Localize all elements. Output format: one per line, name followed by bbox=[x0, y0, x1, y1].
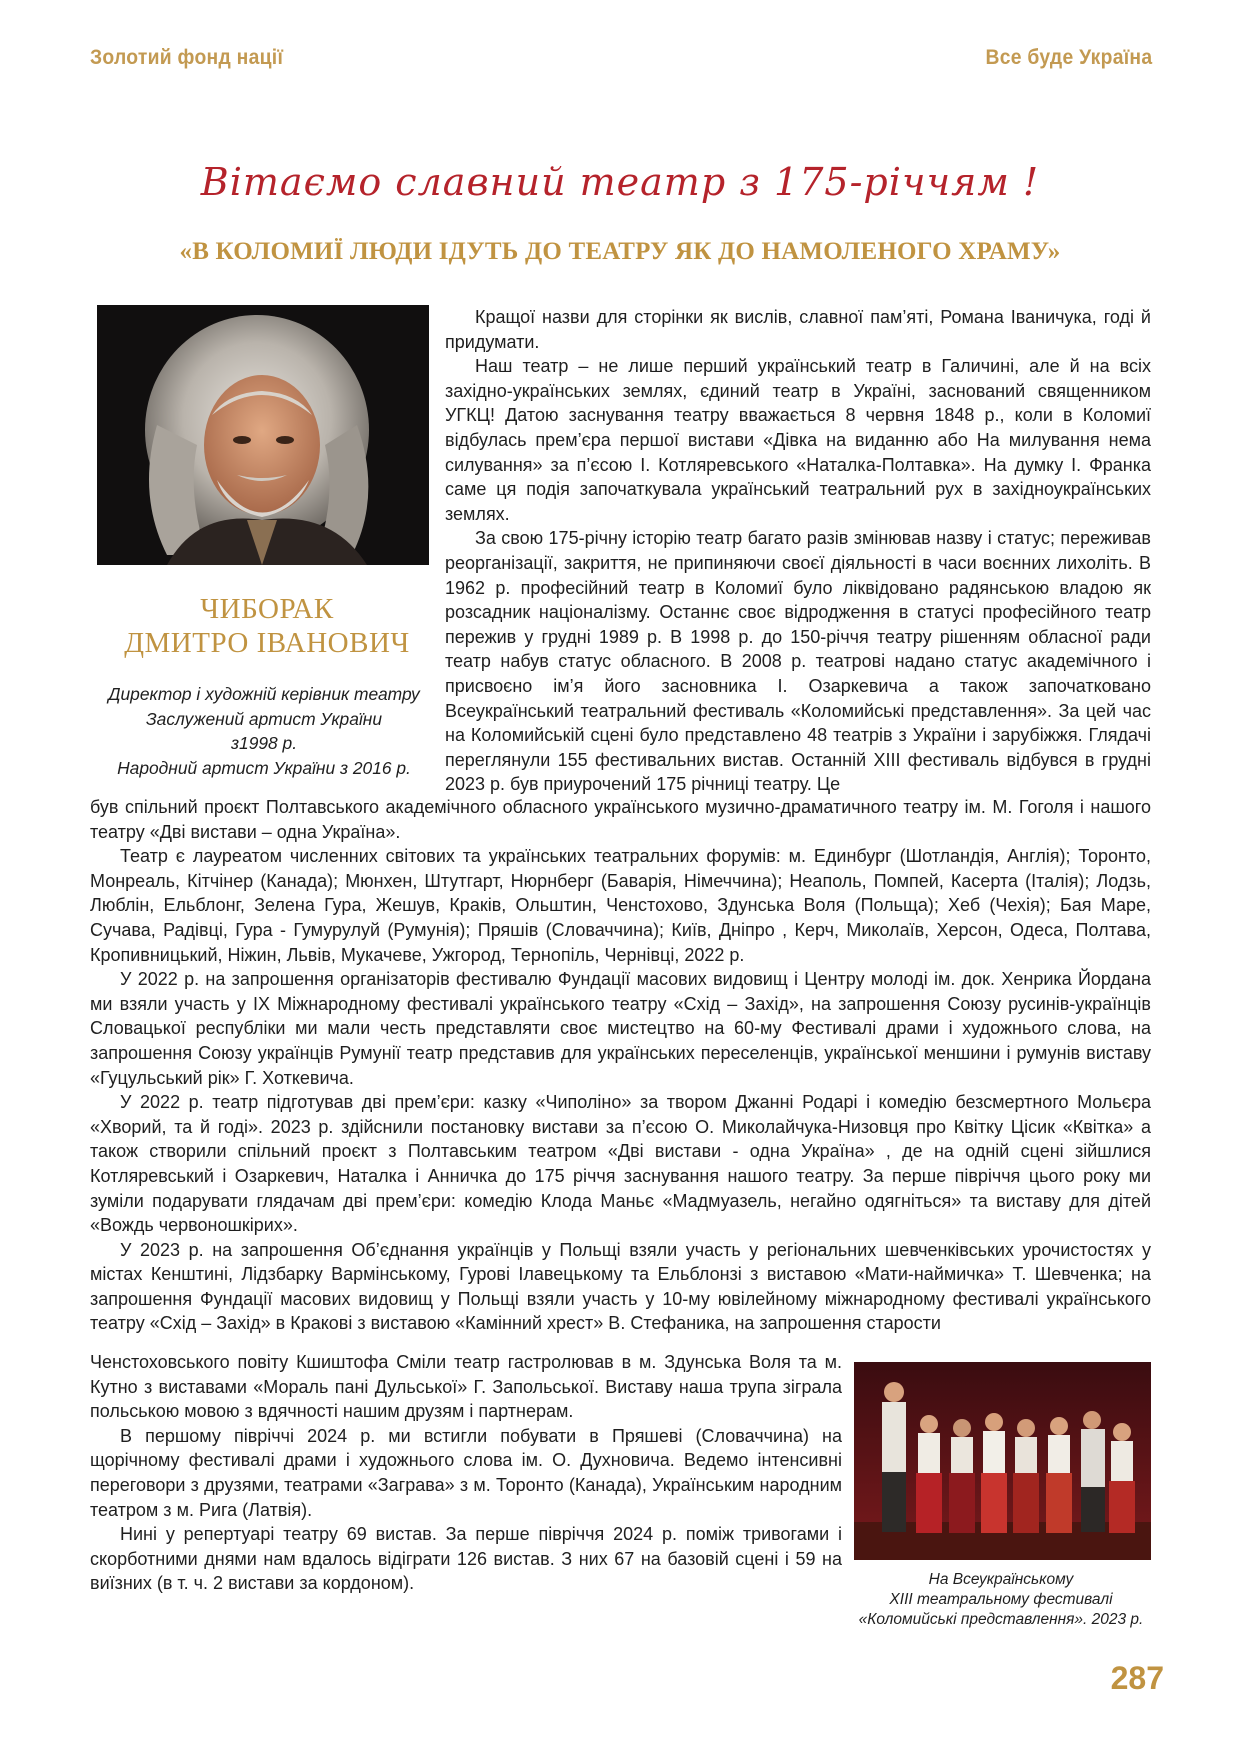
article-column-top bbox=[445, 305, 1151, 797]
running-header-left: Золотий фонд нації bbox=[90, 46, 284, 69]
article-full-width bbox=[90, 795, 1151, 1336]
stage-illustration bbox=[854, 1362, 1151, 1560]
photo-caption bbox=[840, 1570, 1162, 1630]
caption-line: ХІІІ театральному фестивалі bbox=[889, 1591, 1113, 1608]
article-paragraph: Нині у репертуарі театру 69 вистав. За перше півріччя 2024 р. поміж тривогами і скорботними днями нам вдалось відіграти 126 вистав. З них 67 на базовій сцені і 59 на виїзних (в т. ч. 2 вистави за кордоном). bbox=[90, 1524, 842, 1594]
caption-line: «Коломийські представлення». 2023 р. bbox=[858, 1611, 1144, 1628]
person-name bbox=[97, 592, 437, 660]
article-paragraph: У 2022 р. на запрошення організаторів фестивалю Фундації масових видовищ і Центру молоді ім. док. Хенрика Йордана ми взяли участь у ІХ Міжнародному фестивалі українського театру «Схід – Захід», на запрошення Союзу русинів-українців Словацької республіки ми мали честь представляти своє мистецтво на 60-му Фестивалі драми і художнього слова, на запрошення Союзу українців Румунії театр представив для українських переселенців, української меншини і румунів виставу «Гуцульський рік» Г. Хоткевича. bbox=[90, 969, 1151, 1088]
article-paragraph: Ченстоховського повіту Кшиштофа Сміли театр гастролював в м. Здунська Воля та м. Кутно з виставами «Мораль пані Дульської» Г. Запольської. Виставу наша трупа зіграла польською мовою з вдячності нашим друзям і партнерам. bbox=[90, 1352, 842, 1422]
person-surname: ЧИБОРАК bbox=[200, 593, 334, 625]
article-paragraph: був спільний проєкт Полтавського академічного обласного українського музично-драматичного театру ім. М. Гоголя і нашого театру «Дві вистави – одна Україна». bbox=[90, 797, 1151, 842]
caption-line: На Всеукраїнському bbox=[928, 1571, 1074, 1588]
stage-photo bbox=[854, 1362, 1151, 1560]
person-position: Директор і художній керівник театру bbox=[108, 684, 420, 704]
article-column-bottom bbox=[90, 1350, 842, 1596]
running-header-right: Все буде Україна bbox=[985, 46, 1152, 69]
person-title-peoples: Народний артист України з 2016 р. bbox=[117, 757, 411, 778]
portrait-photo bbox=[97, 305, 429, 565]
person-description bbox=[92, 682, 436, 780]
person-title-honored: Заслужений артист України bbox=[145, 708, 383, 729]
article-paragraph: У 2022 р. театр підготував дві прем’єри: казку «Чиполіно» за твором Джанні Родарі і комедію безсмертного Мольєра «Хворий, та й годі». 2023 р. здійснили постановку вистави за п’єсою О. Миколайчука-Низовця про Квітку Цісик «Квітка» а також створили спільний проєкт з Полтавським театром «Дві вистави - одна Україна» , де на одній сцені зійшлися Котляревський і Озаркевич, Наталка і Анничка до 175 річчя заснування нашого театру. За перше півріччя цього року ми зуміли подарувати глядачам дві прем’єри: комедію Клода Маньє «Мадмуазель, негайно одягніться» та виставу для дітей «Вождь червоношкірих». bbox=[90, 1092, 1151, 1236]
portrait-illustration bbox=[97, 305, 429, 565]
page-number: 287 bbox=[1110, 1660, 1164, 1696]
article-paragraph: В першому півріччі 2024 р. ми встигли побувати в Пряшеві (Словаччина) на щорічному фестивалі драми і художнього слова ім. О. Духновича. Ведемо інтенсивні переговори з друзями, театрами «Заграва» з м. Торонто (Канада), Українським народним театром з м. Рига (Латвія). bbox=[90, 1425, 842, 1520]
person-given-names: ДМИТРО ІВАНОВИЧ bbox=[124, 627, 410, 659]
greeting-title: Вітаємо славний театр з 175-річчям ! bbox=[200, 160, 1040, 204]
person-title-honored-year: з1998 р. bbox=[230, 733, 298, 753]
article-paragraph: Театр є лауреатом численних світових та українських театральних форумів: м. Единбург (Шотландія, Англія); Торонто, Монреаль, Кітчінер (Канада); Мюнхен, Штутгарт, Нюрнберг (Баварія, Німеччина); Неаполь, Помпей, Касерта (Італія); Лодзь, Люблін, Ельблонг, Зелена Гура, Жешув, Краків, Ольштин, Ченстохово, Здунська Воля (Польща); Хеб (Чехія); Бая Маре, Сучава, Радівці, Гура - Гумурулуй (Румунія); Пряшів (Словаччина); Київ, Дніпро , Керч, Миколаїв, Херсон, Одеса, Полтава, Кропивницький, Ніжин, Львів, Мукачеве, Ужгород, Тернопіль, Чернівці, 2022 р. bbox=[90, 846, 1151, 965]
article-paragraph: За свою 175-річну історію театр багато разів змінював назву і статус; переживав реорганізації, закриття, не припиняючи своєї діяльності в часи воєнних лихоліть. В 1962 р. професійний театр в Коломиї було ліквідовано радянською владою як розсадник націоналізму. Останнє своє відродження в статусі професійного театр пережив у грудні 1989 р. В 1998 р. до 150-річчя театру рішенням обласної ради театр набув статус обласного. В 2008 р. театрові надано статус академічного і присвоєно ім’я його засновника І. Озаркевича а також започатковано Всеукраїнський театральний фестиваль «Коломийські представлення». За цей час на Коломийській сцені було представлено 48 театрів з України і зарубіжжя. Глядачі переглянули 155 фестивальних вистав. Останній ХІІІ фестиваль відбувся в грудні 2023 р. був приурочений 175 річниці театру. Це bbox=[445, 528, 1151, 795]
article-paragraph: У 2023 р. на запрошення Об’єднання українців у Польщі взяли участь у регіональних шевченківських урочистостях у містах Кенштині, Лідзбарку Вармінському, Гурові Ілавецькому та Ельблонзі з виставою «Мати-наймичка» Т. Шевченка; на запрошення Фундації масових видовищ у Польщі взяли участь у 10-му ювілейному міжнародному фестивалі українського театру «Схід – Захід» в Кракові з виставою «Камінний хрест» В. Стефаника, на запрошення старости bbox=[90, 1239, 1151, 1334]
article-paragraph: Наш театр – не лише перший український театр в Галичині, але й на всіх західно-українських землях, єдиний театр в Україні, заснований священником УГКЦ! Датою заснування театру вважається 8 червня 1848 р., коли в Коломиї відбулась прем’єра першої вистави «Дівка на виданню або На милування нема силування» за п’єсою І. Котляревського «Наталка-Полтавка». На думку І. Франка саме ця подія започаткувала український театральний рух в західноукраїнських землях. bbox=[445, 356, 1151, 524]
article-headline: «В КОЛОМИЇ ЛЮДИ ІДУТЬ ДО ТЕАТРУ ЯК ДО НАМОЛЕНОГО ХРАМУ» bbox=[179, 238, 1061, 265]
article-paragraph: Кращої назви для сторінки як вислів, славної пам’яті, Романа Іваничука, годі й придумати. bbox=[445, 307, 1151, 352]
